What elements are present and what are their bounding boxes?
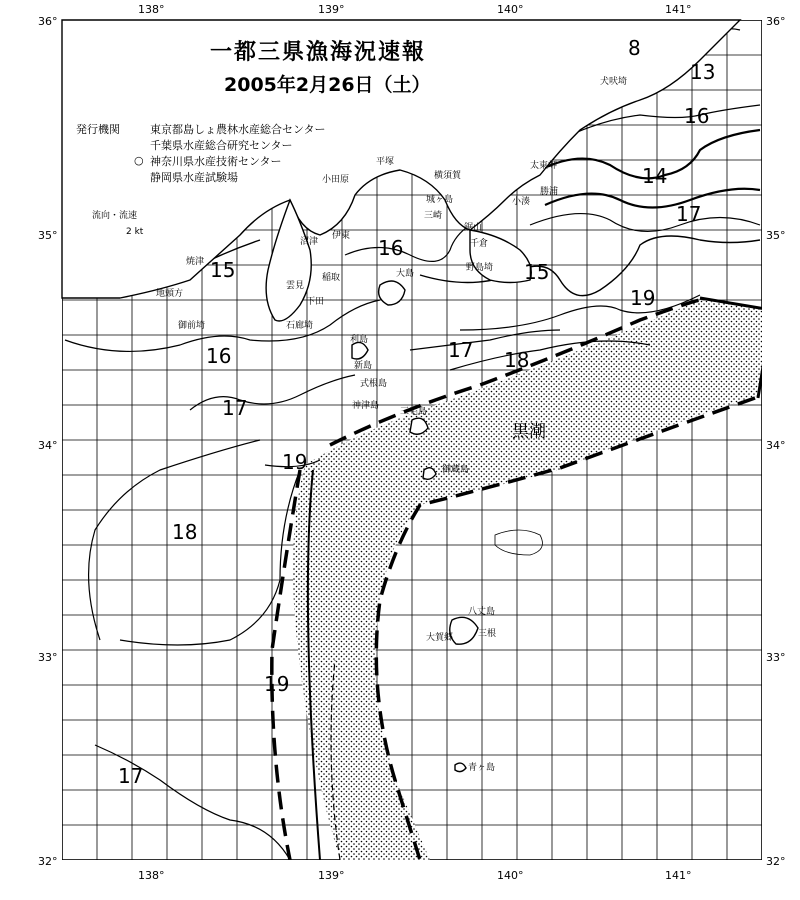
place-mera: 雲見 — [286, 281, 305, 291]
label-kuroshio: 黒潮 — [512, 422, 546, 442]
place-miyakejima: 三宅島 — [400, 407, 428, 417]
isotherm-label-15-boso: 15 — [524, 260, 550, 284]
lat-label-left-36: 36° — [38, 15, 58, 28]
lat-label-left-32: 32° — [38, 855, 58, 868]
place-mikurajima: 御蔵島 — [442, 465, 470, 475]
current-legend-scale: 2 kt — [126, 227, 144, 237]
place-chikura: 千倉 — [470, 239, 489, 249]
lon-label-top-140: 140° — [497, 3, 524, 16]
lon-label-bottom-138: 138° — [138, 869, 165, 882]
isotherm-label-19-ne: 19 — [630, 286, 656, 310]
lat-label-left-33: 33° — [38, 651, 58, 664]
lat-label-right-32: 32° — [766, 855, 786, 868]
lon-label-top-138: 138° — [138, 3, 165, 16]
lat-label-left-35: 35° — [38, 229, 58, 242]
isotherm-label-17-west: 17 — [222, 396, 248, 420]
isotherm-label-17-ne: 17 — [676, 202, 702, 226]
place-omaezaki: 御前埼 — [178, 321, 206, 331]
isotherm-17-central — [410, 330, 560, 350]
place-shimoda: 下田 — [306, 297, 325, 307]
lon-label-bottom-140: 140° — [497, 869, 524, 882]
agency-marker-circle: ○ — [134, 154, 144, 167]
isotherm-label-8: 8 — [628, 36, 641, 60]
place-oshima: 大島 — [396, 269, 415, 279]
place-hachijojima: 八丈島 — [468, 607, 496, 617]
oshima-island — [379, 281, 405, 305]
isotherm-label-15-suruga: 15 — [210, 258, 236, 282]
agency-chiba: 千葉県水産総合研究センター — [150, 139, 293, 152]
current-legend-label: 流向・流速 — [92, 211, 138, 221]
place-yaizu: 焼津 — [186, 257, 205, 267]
isotherm-label-13: 13 — [690, 60, 716, 84]
isotherm-label-16-ne: 16 — [684, 104, 710, 128]
place-miura: 三崎 — [424, 211, 443, 221]
place-jizogata: 地頭方 — [156, 289, 184, 299]
place-inubosaki: 犬吠埼 — [600, 77, 628, 87]
map-date: 2005年2月26日（土） — [224, 74, 431, 96]
place-odawara: 小田原 — [322, 175, 350, 185]
lon-label-bottom-141: 141° — [665, 869, 692, 882]
place-nojimazaki: 野島埼 — [466, 263, 494, 273]
agency-shizuoka: 静岡県水産試験場 — [150, 171, 238, 184]
isotherm-label-17-central: 17 — [448, 338, 474, 362]
isotherm-label-18-central: 18 — [504, 348, 530, 372]
aogashima-island — [455, 763, 466, 772]
lon-label-top-141: 141° — [665, 3, 692, 16]
place-irozaki: 石廊埼 — [286, 321, 314, 331]
lat-label-left-34: 34° — [38, 439, 58, 452]
lat-label-right-35: 35° — [766, 229, 786, 242]
isotherm-label-16-west: 16 — [206, 344, 232, 368]
agency-heading: 発行機関 — [76, 123, 120, 136]
place-kanayasan: 鋸山 — [464, 223, 483, 233]
place-taitomisaki: 太東岬 — [530, 161, 558, 171]
isotherm-17-south — [95, 745, 290, 860]
place-numazu: 沼津 — [300, 237, 319, 247]
place-niijima: 新島 — [354, 361, 373, 371]
isotherm-17-ne — [530, 214, 760, 232]
map-title: 一都三県漁海況速報 — [210, 40, 427, 65]
place-inatori: 稲取 — [322, 273, 341, 283]
isotherm-label-14: 14 — [642, 164, 668, 188]
place-okago: 大賀郷 — [426, 633, 454, 643]
lat-label-right-36: 36° — [766, 15, 786, 28]
lat-label-right-33: 33° — [766, 651, 786, 664]
isotherm-15-boso — [545, 189, 760, 208]
agency-kanagawa: 神奈川県水産技術センター — [150, 155, 282, 168]
boso-peninsula — [470, 230, 531, 283]
place-yokosuka: 横須賀 — [434, 171, 462, 181]
place-hiratsuka: 平塚 — [376, 157, 395, 167]
place-jogashima: 城ヶ島 — [426, 195, 454, 205]
lon-label-bottom-139: 139° — [318, 869, 345, 882]
place-kominato: 小湊 — [512, 197, 531, 207]
isotherm-label-19-west: 19 — [282, 450, 308, 474]
isotherm-19-south — [120, 470, 300, 645]
place-kozushima: 神津島 — [352, 401, 380, 411]
isotherm-label-18-west: 18 — [172, 520, 198, 544]
place-mitsune: 三根 — [478, 629, 497, 639]
hachijojima-island — [450, 617, 478, 644]
isotherm-label-19-south: 19 — [264, 672, 290, 696]
lon-label-top-139: 139° — [318, 3, 345, 16]
kurose-bank — [495, 530, 542, 555]
place-aogashima: 青ヶ島 — [468, 763, 496, 773]
place-ito: 伊東 — [332, 231, 351, 241]
lat-label-right-34: 34° — [766, 439, 786, 452]
isotherm-label-17-south: 17 — [118, 764, 144, 788]
place-katsuura: 勝浦 — [540, 187, 559, 197]
agency-tokyo: 東京都島しょ農林水産総合センター — [150, 123, 326, 136]
isotherm-16-bay — [345, 225, 470, 261]
place-shikinejima: 式根島 — [360, 379, 388, 389]
isotherm-label-16-bay: 16 — [378, 236, 404, 260]
place-toshima: 利島 — [350, 335, 369, 345]
